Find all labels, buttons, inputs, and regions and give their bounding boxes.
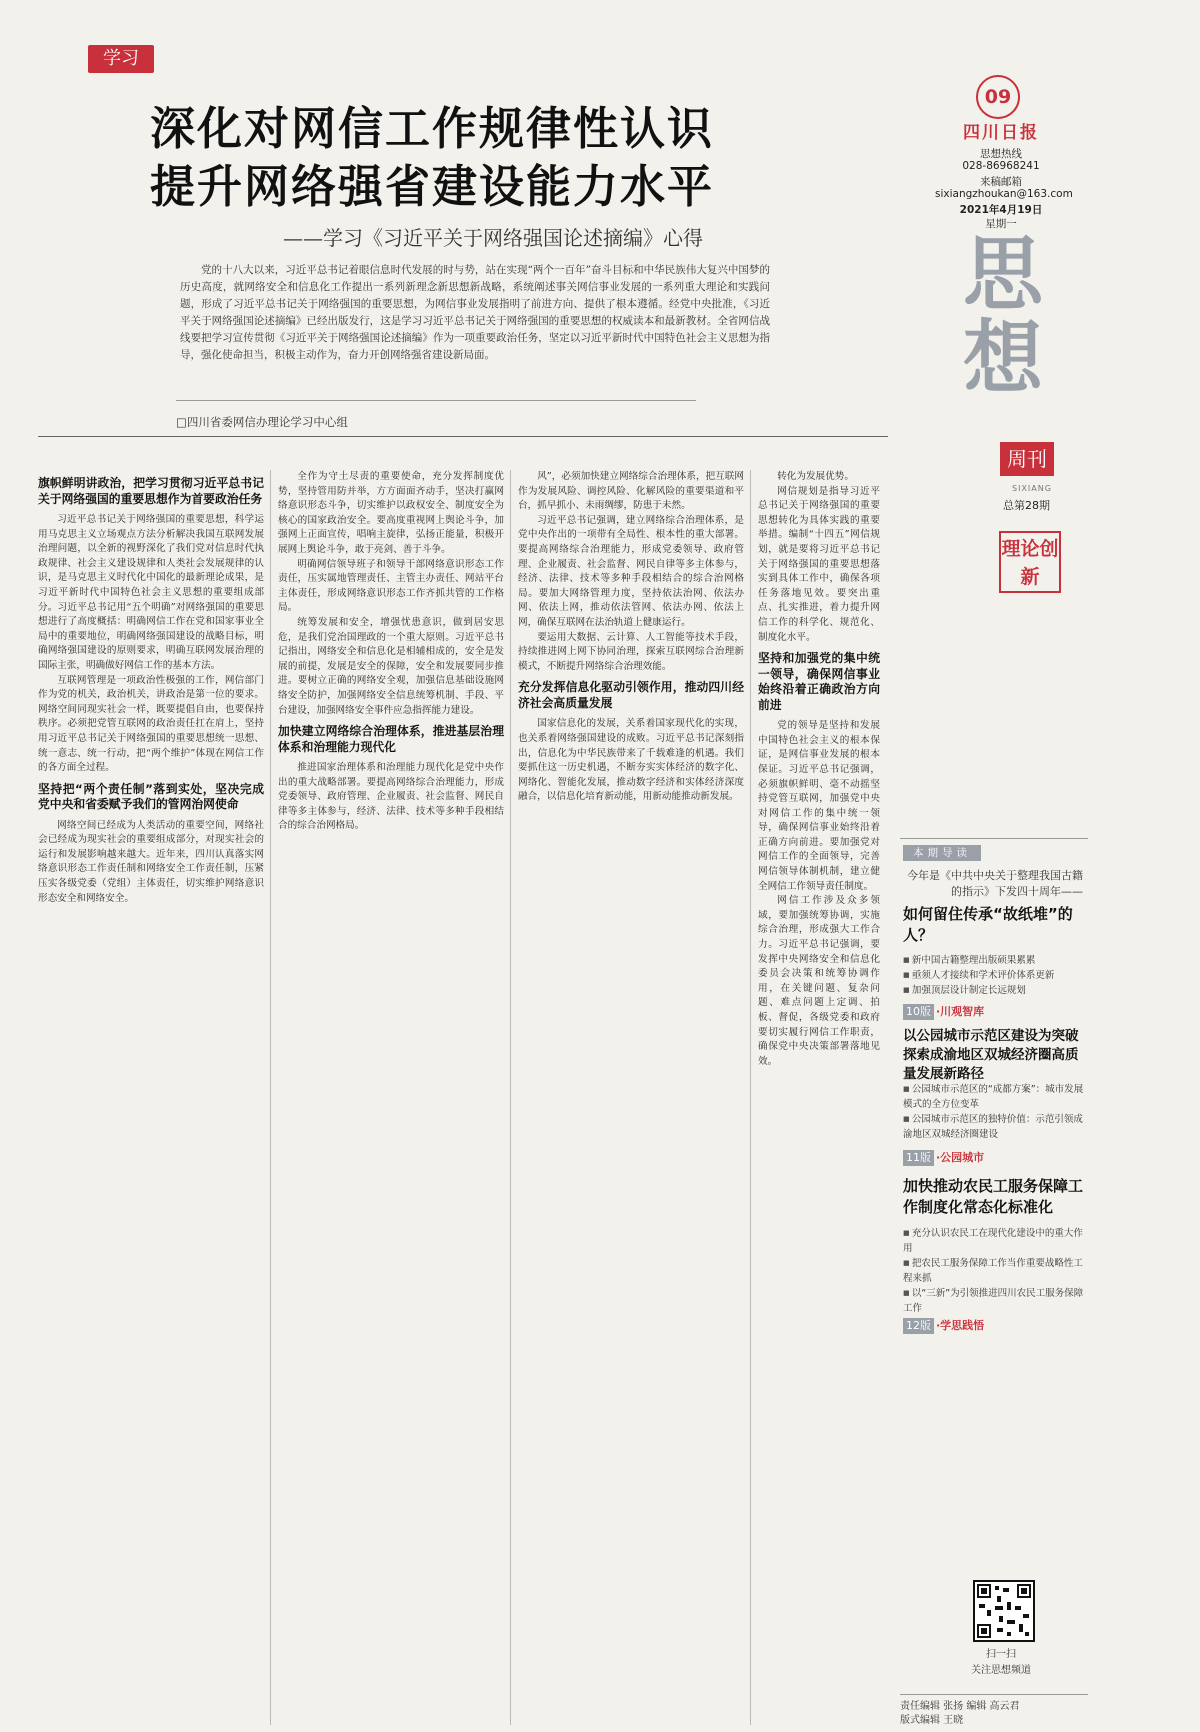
qr-caption: 关注思想频道	[971, 1665, 1031, 1676]
section-11-title[interactable]: 加快推动农民工服务保障工作制度化常态化标准化	[903, 1177, 1084, 1216]
body-paragraph: 风”，必须加快建立网络综合治理体系，把互联网作为发展风险、调控风险、化解风险的重要渠道和平台，抓早抓小、未雨绸缪，防患于未然。	[518, 471, 744, 512]
guide-bullets	[903, 953, 1088, 998]
section-name: ·公园城市	[936, 1151, 985, 1164]
article-column-3	[518, 470, 744, 1725]
section-heading: 旗帜鲜明讲政治，把学习贯彻习近平总书记关于网络强国的重要思想作为首要政治任务	[38, 476, 264, 506]
page-number: 09	[976, 75, 1020, 119]
section-10-title[interactable]: 以公园城市示范区建设为突破 探索成渝地区双城经济圈高质量发展新路径	[903, 1028, 1079, 1082]
section-number: 11版	[903, 1150, 934, 1166]
section-number: 12版	[903, 1318, 934, 1334]
section-heading: 加快建立网络综合治理体系，推进基层治理体系和治理能力现代化	[278, 724, 504, 754]
section-11-bullets	[903, 1226, 1088, 1316]
divider	[176, 400, 696, 401]
section-heading: 充分发挥信息化驱动引领作用，推动四川经济社会高质量发展	[518, 680, 744, 710]
section-tag-11[interactable]	[903, 1150, 984, 1166]
column-divider	[750, 470, 751, 1725]
qr-code-icon[interactable]	[973, 1580, 1035, 1642]
body-paragraph: 网信工作涉及众多领域，要加强统筹协调，实施综合治理，形成强大工作合力。习近平总书记强调，要发挥中央网络安全和信息化委员会决策和统筹协调作用，在关键问题、复杂问题、难点问题上定调、拍板、督促，各级党委和政府要切实履行网信工作职责，确保党中央决策部署落地见效。	[758, 895, 880, 1067]
section-tag: 学习	[88, 45, 154, 73]
section-tag-12[interactable]	[903, 1318, 984, 1334]
editor-line: 版式编辑 王晓	[900, 1715, 964, 1726]
divider	[38, 436, 888, 437]
list-item: ■ 把农民工服务保障工作当作重要战略性工程来抓	[903, 1256, 1088, 1286]
issue-date: 2021年4月19日	[959, 204, 1043, 216]
section-tag-10[interactable]	[903, 1004, 984, 1020]
mail-label: 来稿邮箱	[980, 176, 1022, 188]
divider	[900, 1694, 1088, 1695]
body-paragraph: 国家信息化的发展，关系着国家现代化的实现，也关系着网络强国建设的成败。习近平总书记深刻指出，信息化为中华民族带来了千载难逢的机遇。我们要抓住这一历史机遇，不断夯实实体经济的数字化、网络化、智能化发展，推动数字经济和实体经济深度融合，以信息化培育新动能，用新动能推动新发展。	[518, 718, 744, 803]
list-item: ■ 以“三新”为引领推进四川农民工服务保障工作	[903, 1286, 1088, 1316]
list-item: ■ 公园城市示范区的“成都方案”：城市发展模式的全方位变革	[903, 1082, 1088, 1112]
list-item: ■ 加强顶层设计制定长远规划	[903, 983, 1088, 998]
hotline-number: 028-86968241	[962, 160, 1040, 172]
qr-label: 扫一扫	[986, 1649, 1016, 1660]
hotline-label: 思想热线	[980, 148, 1022, 160]
article-column-2	[278, 470, 504, 1725]
body-paragraph: 转化为发展优势。	[777, 471, 854, 482]
body-paragraph: 要运用大数据、云计算、人工智能等技术手段，持续推进网上网下协同治理，探索互联网综合治理新模式，不断提升网络综合治理效能。	[518, 631, 744, 672]
section-title-big: 思想	[963, 227, 1043, 405]
section-heading: 坚持把“两个责任制”落到实处，坚决完成党中央和省委赋予我们的管网治网使命	[38, 781, 264, 812]
article-column-4	[758, 470, 880, 1725]
body-paragraph: 习近平总书记强调，建立网络综合治理体系，是党中央作出的一项带有全局性、根本性的重大部署。要提高网络综合治理能力，形成党委领导、政府管理、企业履责、社会监督、网民自律等多主体参与，经济、法律、技术等多种手段相结合的综合治网格局。要加大网络管理力度，坚持依法治网、依法办网、依法上网，推动依法管网、依法办网、依法上网，确保互联网在法治轨道上健康运行。	[518, 514, 744, 628]
body-paragraph: 习近平总书记关于网络强国的重要思想，科学运用马克思主义立场观点方法分析解决我国互联网发展治理问题，以全新的视野深化了我们党对信息时代执政规律、社会主义建设规律和人类社会发展规律的认识，是马克思主义时代化中国化的最新理论成果，是习近平新时代中国特色社会主义思想的重要组成部分。习近平总书记用“五个明确”对网络强国的重要思想进行了高度概括：明确网信工作在党和国家事业全局中的重要地位，明确网络强国建设的战略目标，明确网络强国建设的原则要求，明确互联网发展治理的国际主张，明确做好网信工作的基本方法。	[38, 514, 264, 671]
divider	[900, 838, 1088, 839]
paper-logo: 四川日报	[963, 123, 1039, 143]
issue-weekday: 星期一	[985, 218, 1017, 230]
column-divider	[510, 470, 511, 1725]
editor-credits	[900, 1700, 1090, 1728]
section-10-bullets	[903, 1082, 1088, 1142]
weekly-badge: 周刊	[1000, 442, 1054, 476]
body-paragraph: 推进国家治理体系和治理能力现代化是党中央作出的重大战略部署。要提高网络综合治理能力，形成党委领导、政府管理、企业履责、社会监督、网民自律等多主体参与，经济、法律、技术等多种手段相结合的综合治网格局。	[278, 762, 504, 832]
guide-title[interactable]: 如何留住传承“故纸堆”的人？	[903, 905, 1073, 944]
body-paragraph: 网络空间已经成为人类活动的重要空间，网络社会已经成为现实社会的重要组成部分，对现实社会的运行和发展影响越来越大。近年来，四川认真落实网络意识形态工作责任制和网络安全工作责任制，压紧压实各级党委（党组）主体责任，切实维护网络意识形态安全和网络安全。	[38, 819, 264, 904]
body-paragraph: 统筹发展和安全，增强忧患意识，做到居安思危，是我们党治国理政的一个重大原则。习近平总书记指出，网络安全和信息化是相辅相成的，安全是发展的前提，发展是安全的保障，安全和发展要同步推进。要树立正确的网络安全观，加强信息基础设施网络安全防护，加强网络安全信息统筹机制、手段、平台建设，加强网络安全事件应急指挥能力建设。	[278, 616, 504, 716]
list-item: ■ 充分认识农民工在现代化建设中的重大作用	[903, 1226, 1088, 1256]
byline: □四川省委网信办理论学习中心组	[176, 415, 348, 429]
section-name: ·学思践悟	[936, 1319, 985, 1332]
editor-line: 责任编辑 张扬 编辑 高云君	[900, 1701, 1020, 1712]
headline-subtitle: ——学习《习近平关于网络强国论述摘编》心得	[283, 226, 703, 250]
section-pinyin: SIXIANG	[1012, 484, 1052, 493]
section-name: ·川观智库	[936, 1005, 985, 1018]
issue-count: 总第28期	[1003, 499, 1050, 512]
body-paragraph: 网信规划是指导习近平总书记关于网络强国的重要思想转化为具体实践的重要举措。编制“十四五”网信规划，就是要将习近平总书记关于网络强国的重要思想落实到具体工作中，确保各项任务落地见效。要突出重点、扎实推进，着力提升网信工作的科学化、规范化、制度化水平。	[758, 485, 880, 643]
section-number: 10版	[903, 1004, 934, 1020]
headline-line-2: 提升网络强省建设能力水平	[150, 160, 715, 213]
column-divider	[270, 470, 271, 1725]
guide-tag: 本期导读	[903, 845, 981, 861]
section-heading: 坚持和加强党的集中统一领导，确保网信事业始终沿着正确政治方向前进	[758, 651, 880, 712]
list-item: ■ 公园城市示范区的独特价值：示范引领成渝地区双城经济圈建设	[903, 1112, 1088, 1142]
body-paragraph: 全作为守土尽责的重要使命，充分发挥制度优势，坚持管用防并举，方方面面齐动手，坚决打赢网络意识形态斗争，切实维护以政权安全、制度安全为核心的国家政治安全。要高度重视网上舆论斗争，加强网上正面宣传，唱响主旋律，弘扬正能量，积极开展网上舆论斗争，敢于亮剑、善于斗争。	[278, 471, 504, 555]
intro-paragraph: 党的十八大以来，习近平总书记着眼信息时代发展的时与势，站在实现“两个一百年”奋斗目标和中华民族伟大复兴中国梦的历史高度，就网络安全和信息化工作提出一系列新理念新思想新战略，系统阐述事关网信事业发展的一系列重大理论和实践问题，形成了习近平总书记关于网络强国的重要思想，为网信事业发展指明了前进方向、提供了根本遵循。经党中央批准，《习近平关于网络强国论述摘编》已经出版发行，这是学习习近平总书记关于网络强国的重要思想的权威读本和最新教材。全省网信战线要把学习宣传贯彻《习近平关于网络强国论述摘编》作为一项重要政治任务，坚定以习近平新时代中国特色社会主义思想为指导，强化使命担当，积极主动作为，奋力开创网络强省建设新局面。	[180, 264, 770, 361]
body-paragraph: 明确网信领导班子和领导干部网络意识形态工作责任，压实属地管理责任、主管主办责任、网站平台主体责任，形成网络意识形态工作齐抓共管的工作格局。	[278, 558, 504, 614]
body-paragraph: 党的领导是坚持和发展中国特色社会主义的根本保证，是网信事业发展的根本保证。习近平总书记强调，必须旗帜鲜明、毫不动摇坚持党管互联网，加强党中央对网信工作的集中统一领导，确保网信事业始终沿着正确方向前进。要加强党对网信工作的全面领导，完善网信领导体制机制，建立健全网信工作领导责任制度。	[758, 720, 880, 892]
headline-line-1: 深化对网信工作规律性认识	[150, 102, 715, 155]
body-paragraph: 互联网管理是一项政治性极强的工作，网信部门作为党的机关，政治机关，讲政治是第一位的要求。网络空间同现实社会一样，既要提倡自由，也要保持秩序。必须把党管互联网的政治责任扛在肩上，坚持用习近平总书记关于网络强国的重要思想统一思想、统一意志、统一行动，把“两个维护”体现在网信工作的各方面全过程。	[38, 674, 264, 774]
list-item: ■ 新中国古籍整理出版硕果累累	[903, 953, 1088, 968]
list-item: ■ 亟须人才接续和学术评价体系更新	[903, 968, 1088, 983]
mail-address[interactable]: sixiangzhoukan@163.com	[935, 188, 1073, 200]
article-column-1	[38, 470, 264, 1725]
theory-stamp: 理论创新	[999, 531, 1061, 593]
guide-lead: 今年是《中共中央关于整理我国古籍的指示》下发四十周年——	[907, 869, 1083, 898]
